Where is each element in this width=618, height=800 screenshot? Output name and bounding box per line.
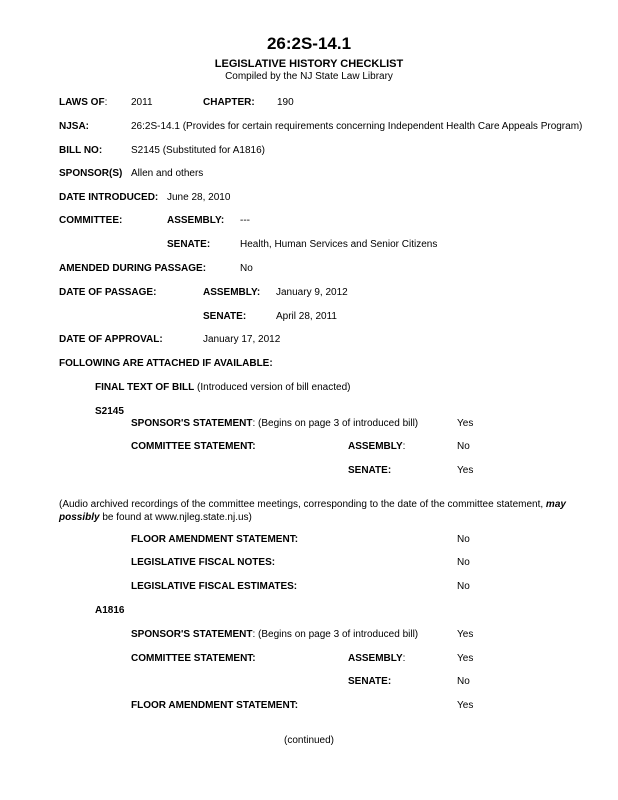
- a1816-sponsor-row: [131, 629, 418, 641]
- bill-no-label: BILL NO:: [59, 145, 103, 156]
- s2145-fiscal-notes-value: No: [457, 557, 470, 568]
- s2145-assembly-colon: :: [402, 441, 406, 452]
- committee-assembly-value: ---: [240, 215, 250, 226]
- s2145-senate-value: Yes: [457, 465, 474, 476]
- passage-senate-value: April 28, 2011: [276, 311, 337, 322]
- s2145-sponsor-note: : (Begins on page 3 of introduced bill): [252, 418, 419, 429]
- laws-of-row: [59, 97, 107, 109]
- s2145-fiscal-estimates-value: No: [457, 581, 470, 592]
- passage-assembly-value: January 9, 2012: [276, 287, 348, 298]
- amended-label: AMENDED DURING PASSAGE:: [59, 263, 207, 274]
- chapter-value: 190: [277, 97, 294, 108]
- a1816-sponsor-note: : (Begins on page 3 of introduced bill): [252, 629, 419, 640]
- final-text-row: [95, 382, 350, 394]
- date-of-approval-label: DATE OF APPROVAL:: [59, 334, 163, 345]
- s2145-senate-label: SENATE:: [348, 465, 392, 476]
- laws-of-value: 2011: [131, 97, 153, 108]
- s2145-heading: S2145: [95, 406, 124, 417]
- compiled-by: Compiled by the NJ State Law Library: [225, 71, 393, 82]
- chapter-label: CHAPTER:: [203, 97, 255, 108]
- sponsors-value: Allen and others: [131, 168, 204, 179]
- committee-senate-value: Health, Human Services and Senior Citizens: [240, 239, 438, 250]
- s2145-fiscal-estimates-label: LEGISLATIVE FISCAL ESTIMATES:: [131, 581, 298, 592]
- s2145-sponsor-label: SPONSOR'S STATEMENT: [131, 418, 253, 429]
- audio-note: [59, 498, 579, 524]
- s2145-sponsor-row: [131, 418, 418, 430]
- a1816-sponsor-value: Yes: [457, 629, 474, 640]
- a1816-heading: A1816: [95, 605, 125, 616]
- s2145-floor-value: No: [457, 534, 470, 545]
- date-of-passage-label: DATE OF PASSAGE:: [59, 287, 157, 298]
- date-introduced-label: DATE INTRODUCED:: [59, 192, 159, 203]
- attached-heading: FOLLOWING ARE ATTACHED IF AVAILABLE:: [59, 358, 273, 369]
- audio-note-link-text: be found at www.njleg.state.nj.us): [99, 512, 252, 523]
- audio-note-text: (Audio archived recordings of the committee meetings, corresponding to the date of the committee statement,: [59, 499, 546, 510]
- final-text-label: FINAL TEXT OF BILL: [95, 382, 195, 393]
- s2145-assembly-value: No: [457, 441, 470, 452]
- s2145-fiscal-notes-label: LEGISLATIVE FISCAL NOTES:: [131, 557, 276, 568]
- audio-note-possibly: possibly: [59, 512, 100, 523]
- a1816-assembly-colon: :: [402, 653, 406, 664]
- s2145-floor-label: FLOOR AMENDMENT STATEMENT:: [131, 534, 299, 545]
- a1816-assembly-row: [348, 653, 405, 665]
- njsa-label: NJSA:: [59, 121, 90, 132]
- passage-senate-label: SENATE:: [203, 311, 247, 322]
- committee-assembly-label: ASSEMBLY:: [167, 215, 225, 226]
- s2145-committee-label: COMMITTEE STATEMENT:: [131, 441, 256, 452]
- a1816-sponsor-label: SPONSOR'S STATEMENT: [131, 629, 253, 640]
- a1816-assembly-value: Yes: [457, 653, 474, 664]
- final-text-note: (Introduced version of bill enacted): [194, 382, 351, 393]
- a1816-floor-label: FLOOR AMENDMENT STATEMENT:: [131, 700, 299, 711]
- a1816-senate-label: SENATE:: [348, 676, 392, 687]
- page-subtitle: LEGISLATIVE HISTORY CHECKLIST: [214, 58, 404, 70]
- a1816-committee-label: COMMITTEE STATEMENT:: [131, 653, 256, 664]
- a1816-floor-value: Yes: [457, 700, 474, 711]
- audio-note-may: may: [545, 499, 566, 510]
- passage-assembly-label: ASSEMBLY:: [203, 287, 261, 298]
- s2145-assembly-label: ASSEMBLY: [348, 441, 403, 452]
- date-introduced-value: June 28, 2010: [167, 192, 231, 203]
- committee-senate-label: SENATE:: [167, 239, 211, 250]
- a1816-assembly-label: ASSEMBLY: [348, 653, 403, 664]
- s2145-assembly-row: [348, 441, 405, 453]
- continued-footer: (continued): [283, 735, 335, 746]
- date-of-approval-value: January 17, 2012: [203, 334, 281, 345]
- amended-value: No: [240, 263, 253, 274]
- sponsors-label: SPONSOR(S): [59, 168, 123, 179]
- s2145-sponsor-value: Yes: [457, 418, 474, 429]
- laws-of-label: LAWS OF: [59, 97, 105, 108]
- committee-label: COMMITTEE:: [59, 215, 123, 226]
- laws-of-colon: :: [104, 97, 108, 108]
- njsa-value: 26:2S-14.1 (Provides for certain requirements concerning Independent Health Care Appeals Program): [131, 121, 583, 132]
- bill-no-value: S2145 (Substituted for A1816): [131, 145, 265, 156]
- a1816-senate-value: No: [457, 676, 470, 687]
- page-title: 26:2S-14.1: [266, 34, 352, 53]
